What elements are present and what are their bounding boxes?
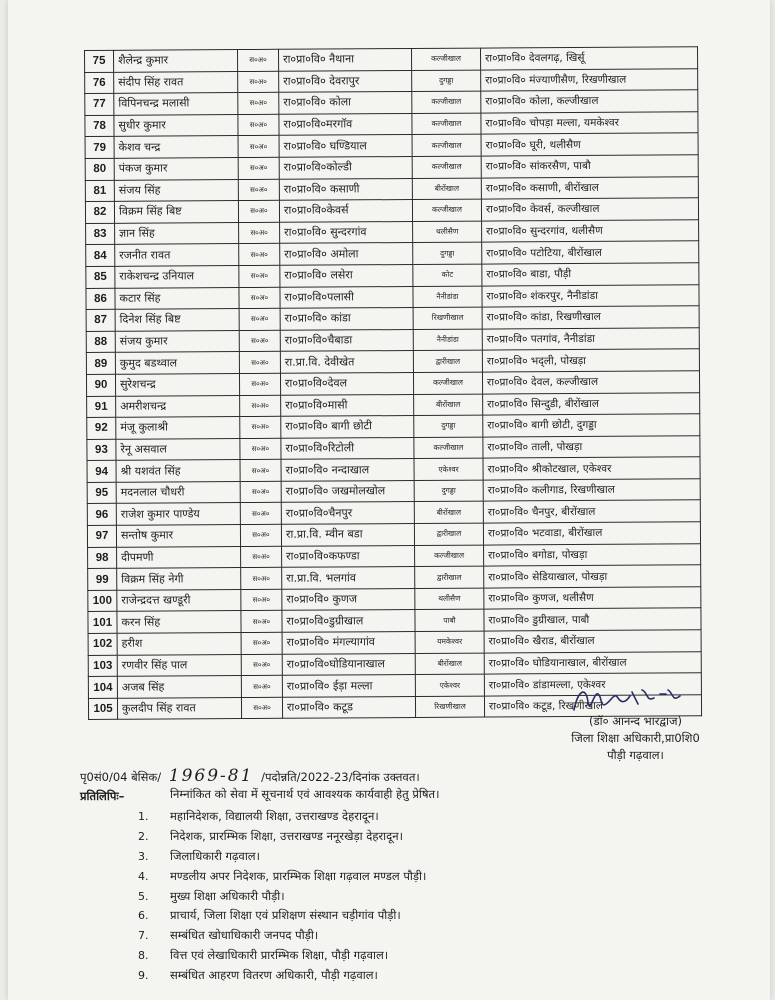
block-cell: कल्जीखाल [415,545,484,567]
copy-to-item-number: 5. [138,889,149,903]
signatory-place: पौड़ी गढ़वाल। [607,748,664,762]
designation-cell: स०अ० [241,632,282,654]
new-school-cell: रा०प्रा०वि० पटोटिया, बीरोंखाल [482,241,699,264]
teacher-name-cell: केशव चन्द्र [114,136,238,158]
serial-number-cell: 89 [86,353,115,375]
copy-to-item-number: 2. [138,830,149,844]
signatory-name: (डॉ० आनन्द भारद्वाज) [588,714,683,728]
reference-line [80,766,420,786]
teacher-promotion-table [84,46,702,720]
designation-cell: स०अ० [238,114,279,136]
block-cell: रिखणीखाल [415,696,484,718]
current-school-cell: रा०प्रा०वि० जखमोलखोल [281,480,414,502]
block-cell: बीरोंखाल [412,178,481,200]
reference-number: 1969-81 [168,766,254,786]
serial-number-cell: 83 [86,223,115,245]
current-school-cell: रा०प्रा०वि०डुग्रीखाल [282,610,415,632]
current-school-cell: रा.प्रा.वि. देवीखेत [280,351,413,373]
block-cell: एकेश्वर [415,674,484,696]
copy-to-label: प्रतिलिपिः– [80,789,125,803]
teacher-name-cell: कुमुद बडथ्वाल [115,352,239,374]
teacher-name-cell: सन्तोष कुमार [116,525,240,547]
serial-number-cell: 84 [86,245,115,267]
serial-number-cell: 91 [87,396,116,418]
block-cell: कल्जीखाल [412,113,481,135]
block-cell: कल्जीखाल [412,134,481,156]
teacher-name-cell: सुधीर कुमार [114,114,238,136]
block-cell: एकेश्वर [414,458,483,480]
block-cell: द्वारीखाल [415,566,484,588]
current-school-cell: रा.प्रा.वि. भलगांव [282,567,415,589]
serial-number-cell: 92 [87,417,116,439]
reference-suffix: /पदोन्नति/2022-23/दिनांक उक्तवत। [261,770,420,784]
block-cell: दुगड्डा [413,242,482,264]
serial-number-cell: 104 [88,677,117,699]
teacher-name-cell: विपिनचन्द्र मलासी [114,93,238,115]
designation-cell: स०अ० [239,308,280,330]
block-cell: बीरोंखाल [415,653,484,675]
block-cell: कोट [413,264,482,286]
copy-to-item-number: 8. [138,948,149,962]
serial-number-cell: 88 [86,331,115,353]
table-body [85,47,702,720]
new-school-cell: रा०प्रा०वि० भटवाडा, बीरोंखाल [483,522,700,545]
current-school-cell: रा०प्रा०वि० कोला [279,92,412,114]
current-school-cell: रा०प्रा०वि०मरगॉव [279,113,412,135]
signatory-block [528,713,743,764]
new-school-cell: रा०प्रा०वि० बागी छोटी, दुगड्डा [483,414,700,437]
current-school-cell: रा०प्रा०वि०केवर्स [279,200,412,222]
block-cell: यमकेश्वर [415,631,484,653]
designation-cell: स०अ० [239,287,280,309]
new-school-cell: रा०प्रा०वि० शंकरपुर, नैनीडांडा [482,284,699,307]
copy-to-item-text: निदेशक, प्रारम्भिक शिक्षा, उत्तराखण्ड ननूरखेड़ा देहरादून। [170,829,404,844]
copy-to-item-text: मुख्य शिक्षा अधिकारी पौड़ी। [170,888,285,903]
serial-number-cell: 85 [86,266,115,288]
new-school-cell: रा०प्रा०वि० बाडा, पौड़ी [482,263,699,286]
current-school-cell: रा०प्रा०वि० अमोला [280,243,413,265]
copy-to-item [138,807,426,827]
teacher-name-cell: कटार सिंह [115,287,239,309]
reference-prefix: पृ0सं0/04 बेसिक/ [80,770,162,784]
current-school-cell: रा०प्रा०वि० सुन्दरगांव [280,221,413,243]
current-school-cell: रा.प्रा.वि. म्वीन बडा [281,524,414,546]
current-school-cell: रा०प्रा०वि० देवरापुर [279,70,412,92]
serial-number-cell: 90 [86,374,115,396]
serial-number-cell: 77 [85,94,114,116]
teacher-name-cell: राकेशचन्द्र उनियाल [115,265,239,287]
block-cell: कल्जीखाल [411,48,480,70]
teacher-name-cell: संदीप सिंह रावत [114,71,238,93]
serial-number-cell: 87 [86,309,115,331]
current-school-cell: रा०प्रा०वि० बागी छोटी [281,416,414,438]
designation-cell: स०अ० [238,92,279,114]
new-school-cell: रा०प्रा०वि० पतगांव, नैनीडांडा [482,327,699,350]
copy-to-item-text: महानिदेशक, विद्यालयी शिक्षा, उत्तराखण्ड देहरादून। [170,809,379,824]
teacher-name-cell: संजय सिंह [114,179,238,201]
serial-number-cell: 103 [88,655,117,677]
designation-cell: स०अ० [238,71,279,93]
serial-number-cell: 79 [85,137,114,159]
teacher-name-cell: रणवीर सिंह पाल [117,654,241,676]
current-school-cell: रा०प्रा०वि० कांडा [280,308,413,330]
designation-cell: स०अ० [239,352,280,374]
copy-to-item-text: प्राचार्य, जिला शिक्षा एवं प्रशिक्षण संस्थान चड़ीगांव पौड़ी। [170,908,401,923]
designation-cell: स०अ० [241,611,282,633]
copy-to-item-text: वित्त एवं लेखाधिकारी प्रारम्भिक शिक्षा, पौड़ी गढ़वाल। [170,947,389,962]
new-school-cell: रा०प्रा०वि० केवर्स, कल्जीखाल [481,198,698,221]
teacher-name-cell: दिनेश सिंह बिष्ट [115,309,239,331]
new-school-cell: रा०प्रा०वि० कलीगाड, रिखणीखाल [483,479,700,502]
serial-number-cell: 105 [88,698,117,720]
block-cell: दुगड्डा [414,480,483,502]
teacher-name-cell: श्री यशवंत सिंह [116,460,240,482]
new-school-cell: रा०प्रा०वि० चोपड़ा मल्ला, यमकेश्वर [481,112,698,135]
teacher-name-cell: पंकज कुमार [114,158,238,180]
new-school-cell: रा०प्रा०वि० खैराड, बीरोंखाल [484,630,701,653]
designation-cell: स०अ० [240,438,281,460]
block-cell: नैनीडांडा [413,329,482,351]
current-school-cell: रा०प्रा०वि०चैबाडा [280,329,413,351]
copy-to-list [138,807,426,985]
designation-cell: स०अ० [238,200,279,222]
designation-cell: स०अ० [241,568,282,590]
teacher-name-cell: ज्ञान सिंह [115,222,239,244]
designation-cell: स०अ० [239,244,280,266]
block-cell: कल्जीखाल [412,91,481,113]
copy-to-item [138,886,426,906]
serial-number-cell: 101 [88,612,117,634]
current-school-cell: रा०प्रा०वि० ईड़ा मल्ला [282,675,415,697]
block-cell: बीरोंखाल [414,394,483,416]
current-school-cell: रा०प्रा०वि० कटूड [282,696,415,718]
teacher-name-cell: हरीश [117,633,241,655]
current-school-cell: रा०प्रा०वि० घण्डियाल [279,135,412,157]
designation-cell: स०अ० [241,697,282,719]
serial-number-cell: 82 [85,201,114,223]
copy-to-intro: निम्नांकित को सेवा में सूचनार्थ एवं आवश्यक कार्यवाही हेतु प्रेषित। [170,787,440,801]
new-school-cell: रा०प्रा०वि० ताली, पोखड़ा [483,435,700,458]
new-school-cell: रा०प्रा०वि० घूरी, थलीसैण [481,133,698,156]
new-school-cell: रा०प्रा०वि० सुन्दरगांव, थलीसैण [482,219,699,242]
current-school-cell: रा०प्रा०वि० नन्दाखाल [281,459,414,481]
designation-cell: स०अ० [238,49,279,71]
current-school-cell: रा०प्रा०वि०कफण्डा [282,545,415,567]
signatory-title: जिला शिक्षा अधिकारी,प्रा0शि0 [571,731,700,745]
copy-to-item-number: 7. [138,929,149,943]
teacher-name-cell: दीपमणी [117,546,241,568]
teacher-name-cell: संजय कुमार [115,330,239,352]
copy-to-item [138,926,426,946]
block-cell: कल्जीखाल [412,199,481,221]
copy-to-item [138,866,426,886]
copy-to-item [138,965,426,985]
new-school-cell: रा०प्रा०वि० डुग्रीखाल, पाबौ [484,608,701,631]
copy-to-item [138,827,426,847]
serial-number-cell: 78 [85,115,114,137]
new-school-cell: रा०प्रा०वि० सिन्दुडी, बीरोंखाल [483,392,700,415]
designation-cell: स०अ० [238,136,279,158]
designation-cell: स०अ० [240,416,281,438]
copy-to-item [138,847,426,867]
new-school-cell: रा०प्रा०वि० कसाणी, बीरोंखाल [481,176,698,199]
block-cell: रिखणीखाल [413,307,482,329]
designation-cell: स०अ० [238,179,279,201]
serial-number-cell: 94 [87,461,116,483]
designation-cell: स०अ० [241,676,282,698]
teacher-name-cell: राजेन्द्रदत्त खण्डूरी [117,589,241,611]
copy-to-item [138,946,426,966]
current-school-cell: रा०प्रा०वि०रिटोली [281,437,414,459]
copy-to-item-text: सम्बंधित खोधाधिकारी जनपद पौड़ी। [170,928,319,943]
current-school-cell: रा०प्रा०वि०पलासी [280,286,413,308]
block-cell: द्वारीखाल [413,350,482,372]
current-school-cell: रा०प्रा०वि०मासी [281,394,414,416]
teacher-name-cell: मदनलाल चौधरी [116,481,240,503]
copy-to-item-text: जिलाधिकारी गढ़वाल। [170,848,260,863]
block-cell: कल्जीखाल [414,437,483,459]
block-cell: द्वारीखाल [414,523,483,545]
serial-number-cell: 102 [88,633,117,655]
block-cell: दुगड्डा [412,70,481,92]
teacher-name-cell: रजनीत रावत [115,244,239,266]
designation-cell: स०अ० [239,265,280,287]
new-school-cell: रा०प्रा०वि० चैनपुर, बीरोंखाल [483,500,700,523]
copy-to-item-number: 3. [138,849,149,863]
new-school-cell: रा०प्रा०वि० बगोडा, पोखड़ा [484,543,701,566]
designation-cell: स०अ० [240,460,281,482]
teacher-name-cell: विक्रम सिंह नेगी [117,568,241,590]
designation-cell: स०अ० [240,524,281,546]
current-school-cell: रा०प्रा०वि०देवल [280,372,413,394]
serial-number-cell: 93 [87,439,116,461]
serial-number-cell: 75 [85,50,114,72]
teacher-name-cell: करन सिंह [117,611,241,633]
copy-to-item-number: 6. [138,909,149,923]
current-school-cell: रा०प्रा०वि० लसेरा [280,264,413,286]
block-cell: थलीसैण [415,588,484,610]
current-school-cell: रा०प्रा०वि०घोडियानाखाल [282,653,415,675]
teacher-name-cell: राजेश कुमार पाण्डेय [116,503,240,525]
teacher-name-cell: सुरेशचन्द्र [115,373,239,395]
designation-cell: स०अ० [241,589,282,611]
current-school-cell: रा०प्रा०वि०चैनपुर [281,502,414,524]
teacher-name-cell: अमरीशचन्द्र [116,395,240,417]
current-school-cell: रा०प्रा०वि० नैथाना [278,48,411,70]
new-school-cell: रा०प्रा०वि० श्रीकोटखाल, एकेश्वर [483,457,700,480]
designation-cell: स०अ० [239,330,280,352]
serial-number-cell: 86 [86,288,115,310]
block-cell: बीरोंखाल [414,502,483,524]
current-school-cell: रा०प्रा०वि० कसाणी [279,178,412,200]
new-school-cell: रा०प्रा०वि० भद्‌ली, पोखड़ा [482,349,699,372]
teacher-name-cell: कुलदीप सिंह रावत [117,697,241,719]
new-school-cell: रा०प्रा०वि० डांडामल्ला, एकेश्वर [484,673,701,696]
designation-cell: स०अ० [240,481,281,503]
current-school-cell: रा०प्रा०वि० मंगल्यागांव [282,632,415,654]
new-school-cell: रा०प्रा०वि० सेडियाखाल, पोखड़ा [484,565,701,588]
teacher-name-cell: अजब सिंह [117,676,241,698]
new-school-cell: रा०प्रा०वि० घोडियानाखाल, बीरोंखाल [484,651,701,674]
new-school-cell: रा०प्रा०वि० कुणज, थलीसैण [484,587,701,610]
new-school-cell: रा०प्रा०वि० कांडा, रिखणीखाल [482,306,699,329]
current-school-cell: रा०प्रा०वि० कुणज [282,588,415,610]
copy-to-item-text: सम्बंधित आहरण वितरण अधिकारी, पौड़ी गढ़वाल। [170,967,378,982]
serial-number-cell: 98 [88,547,117,569]
serial-number-cell: 95 [87,482,116,504]
serial-number-cell: 97 [87,525,116,547]
designation-cell: स०अ० [239,222,280,244]
document-page [8,0,770,1000]
new-school-cell: रा०प्रा०वि० देवलगढ़, खिर्सू [480,47,697,70]
copy-to-item-text: मण्डलीय अपर निदेशक, प्रारम्भिक शिक्षा गढ़वाल मण्डल पौड़ी। [170,868,427,883]
designation-cell: स०अ० [241,546,282,568]
teacher-name-cell: रेनू असवाल [116,438,240,460]
teacher-name-cell: शैलेन्द्र कुमार [114,50,238,72]
block-cell: कल्जीखाल [413,372,482,394]
block-cell: कल्जीखाल [412,156,481,178]
serial-number-cell: 80 [85,158,114,180]
copy-to-item-number: 4. [138,869,149,883]
current-school-cell: रा०प्रा०वि०कोल्डी [279,156,412,178]
serial-number-cell: 81 [85,180,114,202]
serial-number-cell: 96 [87,504,116,526]
block-cell: नैनीडांडा [413,286,482,308]
new-school-cell: रा०प्रा०वि० देवल, कल्जीखाल [482,371,699,394]
block-cell: दुगड्डा [414,415,483,437]
serial-number-cell: 76 [85,72,114,94]
block-cell: थलीसैण [413,221,482,243]
copy-to-item-number: 1. [138,810,149,824]
copy-to-item-number: 9. [138,968,149,982]
teacher-name-cell: मंजू कुलाश्री [116,417,240,439]
teacher-name-cell: विक्रम सिंह बिष्ट [114,201,238,223]
new-school-cell: रा०प्रा०वि० सांकरसैण, पाबौ [481,155,698,178]
new-school-cell: रा०प्रा०वि० मंज्याणीसैण, रिखणीखाल [481,68,698,91]
new-school-cell: रा०प्रा०वि० कटूड, रिखणीखाल [484,695,701,718]
designation-cell: स०अ० [238,157,279,179]
new-school-cell: रा०प्रा०वि० कोला, कल्जीखाल [481,90,698,113]
designation-cell: स०अ० [240,395,281,417]
designation-cell: स०अ० [240,503,281,525]
copy-to-item [138,906,426,926]
designation-cell: स०अ० [239,373,280,395]
block-cell: पाबौ [415,610,484,632]
serial-number-cell: 100 [88,590,117,612]
serial-number-cell: 99 [88,569,117,591]
designation-cell: स०अ० [241,654,282,676]
